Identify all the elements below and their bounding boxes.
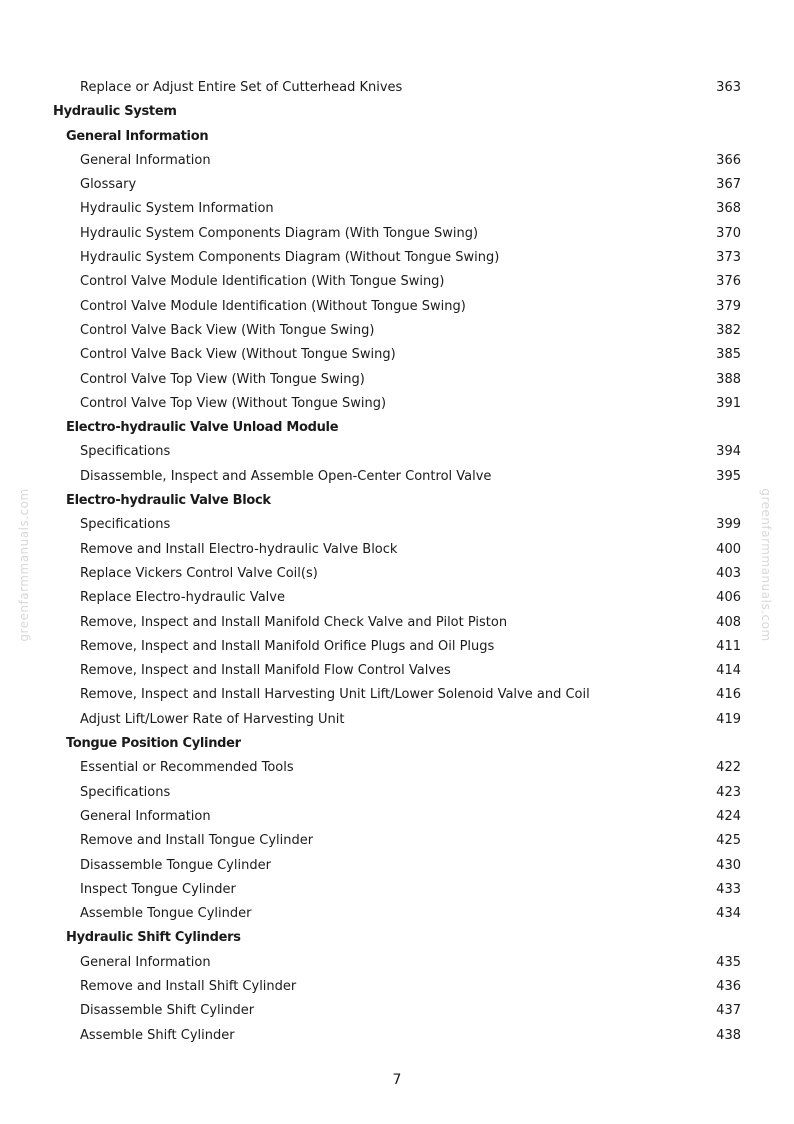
toc-entry[interactable] — [0, 538, 794, 562]
toc-entry[interactable] — [0, 562, 794, 586]
toc-entry-page: 416 — [716, 687, 741, 703]
toc-entry-title: Disassemble, Inspect and Assemble Open-Center Control Valve — [80, 468, 492, 484]
toc-section-heading[interactable] — [0, 926, 794, 950]
toc-entry-title: Remove and Install Electro-hydraulic Valve Block — [80, 541, 398, 557]
toc-entry[interactable] — [0, 999, 794, 1023]
toc-entry-title: Specifications — [80, 444, 171, 460]
toc-entry[interactable] — [0, 829, 794, 853]
toc-entry[interactable] — [0, 586, 794, 610]
toc-entry-page: 430 — [716, 857, 741, 873]
toc-section-heading[interactable] — [0, 100, 794, 124]
toc-entry-title: Glossary — [80, 177, 137, 193]
toc-entry-title: Tongue Position Cylinder — [66, 736, 241, 752]
toc-entry-title: Hydraulic System Components Diagram (With Tongue Swing) — [80, 225, 479, 241]
toc-entry-page: 368 — [716, 201, 741, 217]
toc-entry-title: General Information — [66, 128, 209, 144]
toc-entry-title: Control Valve Back View (With Tongue Swing) — [80, 322, 375, 338]
watermark-right: greenfarmmanuals.com — [759, 488, 773, 642]
toc-entry[interactable] — [0, 76, 794, 100]
toc-entry[interactable] — [0, 197, 794, 221]
toc-entry[interactable] — [0, 635, 794, 659]
toc-entry-title: Disassemble Tongue Cylinder — [80, 857, 271, 873]
toc-entry-title: Adjust Lift/Lower Rate of Harvesting Unit — [80, 711, 345, 727]
toc-entry[interactable] — [0, 343, 794, 367]
toc-entry-page: 388 — [716, 371, 741, 387]
toc-entry-title: General Information — [80, 808, 211, 824]
toc-entry-title: Replace or Adjust Entire Set of Cutterhead Knives — [80, 80, 403, 95]
toc-entry[interactable] — [0, 295, 794, 319]
watermark-left: greenfarmmanuals.com — [17, 488, 31, 642]
toc-entry-page: 422 — [716, 760, 741, 776]
toc-entry[interactable] — [0, 440, 794, 464]
toc-entry-title: Remove, Inspect and Install Manifold Orifice Plugs and Oil Plugs — [80, 638, 495, 654]
toc-entry-page: 419 — [716, 711, 741, 727]
toc-entry-page: 385 — [716, 347, 741, 363]
toc-entry-title: Remove, Inspect and Install Manifold Check Valve and Pilot Piston — [80, 614, 508, 630]
toc-entry-page: 379 — [716, 298, 741, 314]
toc-entry-title: Hydraulic System Components Diagram (Without Tongue Swing) — [80, 250, 500, 266]
toc-entry-page: 391 — [716, 395, 741, 411]
toc-entry-title: Electro-hydraulic Valve Unload Module — [66, 420, 339, 436]
toc-entry-page: 437 — [716, 1003, 741, 1019]
toc-entry[interactable] — [0, 708, 794, 732]
toc-entry-page: 399 — [716, 517, 741, 533]
toc-section-heading[interactable] — [0, 416, 794, 440]
toc-entry[interactable] — [0, 222, 794, 246]
toc-entry-title: Control Valve Module Identification (Without Tongue Swing) — [80, 298, 466, 314]
toc-entry[interactable] — [0, 270, 794, 294]
toc-entry-page: 400 — [716, 541, 741, 557]
toc-entry[interactable] — [0, 392, 794, 416]
toc-entry-page: 382 — [716, 322, 741, 338]
toc-entry-title: Specifications — [80, 517, 171, 533]
toc-entry-page: 411 — [716, 638, 741, 654]
toc-entry-page: 394 — [716, 444, 741, 460]
toc-entry-page: 376 — [716, 274, 741, 290]
toc-section-heading[interactable] — [0, 732, 794, 756]
toc-entry[interactable] — [0, 683, 794, 707]
toc-entry[interactable] — [0, 659, 794, 683]
toc-entry-title: Electro-hydraulic Valve Block — [66, 493, 271, 509]
toc-entry-title: General Information — [80, 954, 211, 970]
toc-entry-title: Hydraulic Shift Cylinders — [66, 930, 241, 946]
toc-entry[interactable] — [0, 878, 794, 902]
toc-entry-page: 425 — [716, 833, 741, 849]
page-number: 7 — [392, 1072, 402, 1088]
toc-entry-page: 438 — [716, 1027, 741, 1043]
toc-entry-page: 403 — [716, 565, 741, 581]
toc-entry[interactable] — [0, 465, 794, 489]
toc-entry-title: Inspect Tongue Cylinder — [80, 881, 236, 897]
toc-entry[interactable] — [0, 781, 794, 805]
toc-entry[interactable] — [0, 902, 794, 926]
toc-entry-page: 408 — [716, 614, 741, 630]
toc-entry-title: Remove and Install Shift Cylinder — [80, 978, 297, 994]
table-of-contents — [0, 76, 794, 1048]
toc-entry[interactable] — [0, 1024, 794, 1048]
toc-entry-title: Remove, Inspect and Install Harvesting Unit Lift/Lower Solenoid Valve and Coil — [80, 687, 590, 703]
toc-entry-page: 406 — [716, 590, 741, 606]
toc-entry[interactable] — [0, 513, 794, 537]
toc-entry-title: Replace Electro-hydraulic Valve — [80, 590, 285, 606]
toc-section-heading[interactable] — [0, 489, 794, 513]
toc-entry-title: Remove and Install Tongue Cylinder — [80, 833, 314, 849]
toc-entry-title: Remove, Inspect and Install Manifold Flow Control Valves — [80, 663, 451, 679]
toc-entry[interactable] — [0, 975, 794, 999]
toc-entry-page: 436 — [716, 978, 741, 994]
toc-entry[interactable] — [0, 854, 794, 878]
toc-entry-title: Hydraulic System Information — [80, 201, 274, 217]
toc-entry-title: Essential or Recommended Tools — [80, 760, 294, 776]
toc-entry[interactable] — [0, 368, 794, 392]
toc-entry-title: Disassemble Shift Cylinder — [80, 1003, 255, 1019]
toc-entry-title: Assemble Shift Cylinder — [80, 1027, 235, 1043]
toc-entry-page: 395 — [716, 468, 741, 484]
toc-entry[interactable] — [0, 246, 794, 270]
toc-entry[interactable] — [0, 756, 794, 780]
toc-entry-title: Assemble Tongue Cylinder — [80, 906, 252, 922]
toc-entry[interactable] — [0, 173, 794, 197]
toc-entry-page: 373 — [716, 250, 741, 266]
toc-entry-page: 434 — [716, 906, 741, 922]
toc-section-heading[interactable] — [0, 125, 794, 149]
toc-entry-page: 414 — [716, 663, 741, 679]
toc-entry-title: Specifications — [80, 784, 171, 800]
toc-entry[interactable] — [0, 611, 794, 635]
toc-entry-title: Control Valve Module Identification (With Tongue Swing) — [80, 274, 445, 290]
toc-entry-title: Control Valve Back View (Without Tongue Swing) — [80, 347, 396, 363]
toc-entry[interactable] — [0, 149, 794, 173]
toc-entry-page: 423 — [716, 784, 741, 800]
toc-entry-title: General Information — [80, 152, 211, 168]
toc-entry-page: 367 — [716, 177, 741, 193]
toc-entry-page: 370 — [716, 225, 741, 241]
toc-entry-page: 363 — [716, 80, 741, 95]
toc-entry-title: Control Valve Top View (With Tongue Swing) — [80, 371, 365, 387]
toc-entry-page: 433 — [716, 881, 741, 897]
toc-entry[interactable] — [0, 805, 794, 829]
toc-entry-page: 435 — [716, 954, 741, 970]
toc-entry-title: Hydraulic System — [53, 104, 177, 120]
toc-entry-page: 424 — [716, 808, 741, 824]
toc-entry[interactable] — [0, 319, 794, 343]
toc-entry-title: Replace Vickers Control Valve Coil(s) — [80, 565, 318, 581]
toc-entry-page: 366 — [716, 152, 741, 168]
toc-entry-title: Control Valve Top View (Without Tongue Swing) — [80, 395, 387, 411]
toc-entry[interactable] — [0, 951, 794, 975]
